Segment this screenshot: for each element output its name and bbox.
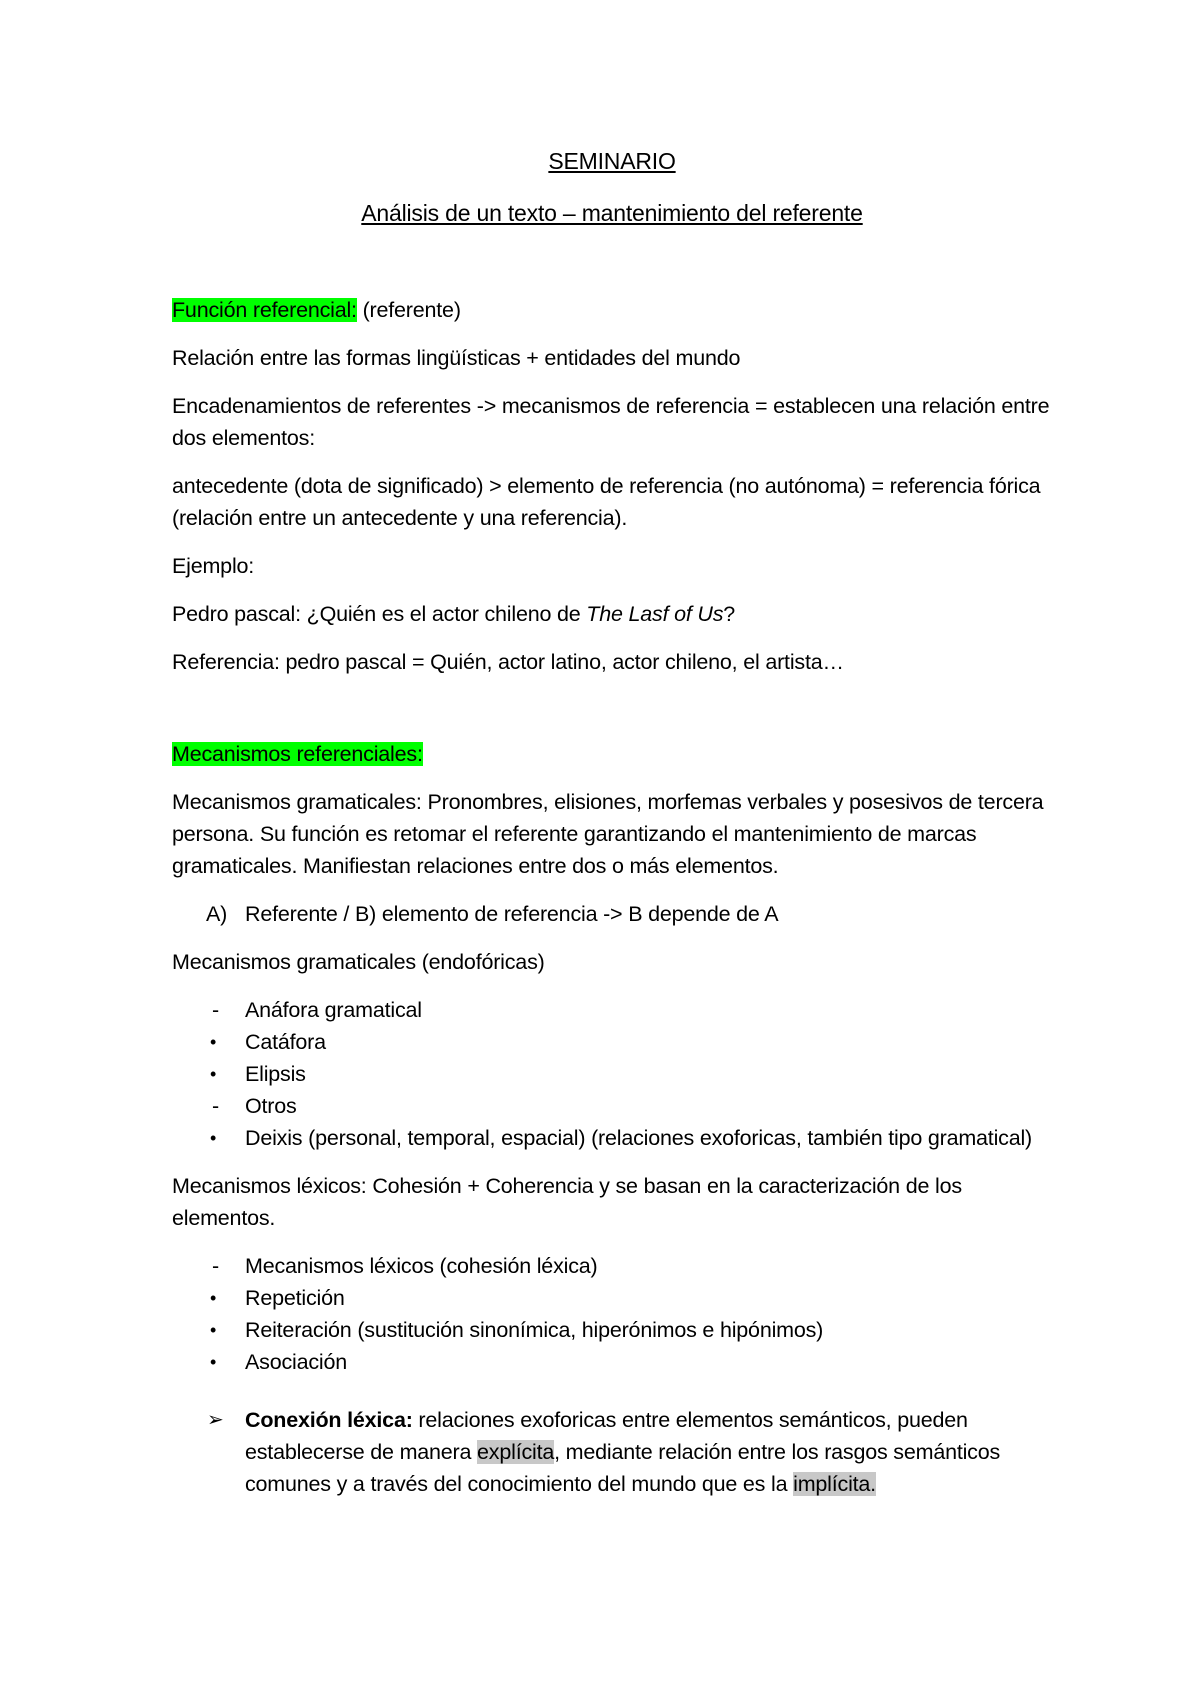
section-heading-mecanismos — [172, 738, 1052, 770]
list-item — [172, 994, 1052, 1026]
arrow-text: relaciones exoforicas entre elementos semánticos, pueden establecerse de manera — [245, 1408, 968, 1464]
highlighted-heading: Mecanismos referenciales: — [172, 742, 423, 766]
bullet-icon: • — [210, 1352, 217, 1372]
list-item-text: Reiteración (sustitución sinonímica, hiperónimos e hipónimos) — [245, 1318, 824, 1342]
paragraph: Relación entre las formas lingüísticas + entidades del mundo — [172, 346, 741, 370]
list-marker: A) — [206, 902, 228, 926]
bullet-icon: • — [210, 1032, 217, 1052]
list-item-text: Catáfora — [245, 1030, 326, 1054]
section-heading-funcion-referencial — [172, 294, 1052, 326]
bold-term: Conexión léxica: — [245, 1408, 413, 1432]
bullet-icon: • — [210, 1320, 217, 1340]
paragraph: Mecanismos gramaticales (endofóricas) — [172, 950, 545, 974]
list-item-text: Mecanismos léxicos (cohesión léxica) — [245, 1254, 598, 1278]
arrow-bullet-icon: ➢ — [207, 1409, 224, 1431]
list-item-text: Deixis (personal, temporal, espacial) (relaciones exoforicas, también tipo gramatical) — [245, 1126, 1033, 1150]
arrow-list-item — [172, 1404, 1052, 1500]
list-item-text: Elipsis — [245, 1062, 306, 1086]
list-gramaticales — [172, 994, 1052, 1154]
highlighted-word: implícita. — [793, 1472, 876, 1496]
list-item — [172, 1282, 1052, 1314]
example-text: Pedro pascal: ¿Quién es el actor chileno de — [172, 602, 587, 626]
list-item — [172, 1346, 1052, 1378]
document-subtitle: Análisis de un texto – mantenimiento del referente — [361, 200, 863, 226]
paragraph: Referencia: pedro pascal = Quién, actor latino, actor chileno, el artista… — [172, 650, 844, 674]
list-item — [172, 1026, 1052, 1058]
list-lexicos — [172, 1250, 1052, 1378]
list-item-text: Otros — [245, 1094, 297, 1118]
list-item-text: Repetición — [245, 1286, 345, 1310]
paragraph: Mecanismos léxicos: Cohesión + Coherencia y se basan en la caracterización de los elementos. — [172, 1174, 962, 1230]
document-title: SEMINARIO — [548, 148, 676, 174]
dash-marker: - — [212, 1254, 219, 1278]
list-item — [172, 1314, 1052, 1346]
paragraph: Encadenamientos de referentes -> mecanismos de referencia = establecen una relación entre dos elementos: — [172, 394, 1050, 450]
paragraph: antecedente (dota de significado) > elemento de referencia (no autónoma) = referencia fórica (relación entre un antecedente y una referencia). — [172, 474, 1041, 530]
example-paragraph — [172, 598, 1052, 630]
document-body — [172, 146, 1052, 1500]
highlighted-heading: Función referencial: — [172, 298, 357, 322]
list-item — [172, 1058, 1052, 1090]
dash-marker: - — [212, 998, 219, 1022]
heading-rest: (referente) — [356, 298, 461, 322]
dash-marker: - — [212, 1094, 219, 1118]
list-item — [172, 1250, 1052, 1282]
example-text-end: ? — [723, 602, 736, 626]
highlighted-word: explícita — [477, 1440, 555, 1464]
arrow-text: , mediante relación entre los rasgos semánticos comunes y a través del conocimiento del mundo que es la — [245, 1440, 1001, 1496]
bullet-icon: • — [210, 1288, 217, 1308]
list-item-text: Asociación — [245, 1350, 347, 1374]
bullet-icon: • — [210, 1064, 217, 1084]
list-item-text: Anáfora gramatical — [245, 998, 422, 1022]
paragraph: Ejemplo: — [172, 554, 255, 578]
list-item — [172, 1122, 1052, 1154]
list-item-text: Referente / B) elemento de referencia -> B depende de A — [245, 902, 779, 926]
paragraph: Mecanismos gramaticales: Pronombres, elisiones, morfemas verbales y posesivos de tercera persona. Su función es retomar el referente garantizando el mantenimiento de marcas gramaticales. Manifiestan relaciones entre dos o más elementos. — [172, 790, 1044, 878]
example-title-italic: The Lasf of Us — [586, 602, 724, 626]
bullet-icon: • — [210, 1128, 217, 1148]
spacer — [172, 694, 1052, 738]
ordered-list-item — [172, 898, 1052, 930]
list-item — [172, 1090, 1052, 1122]
